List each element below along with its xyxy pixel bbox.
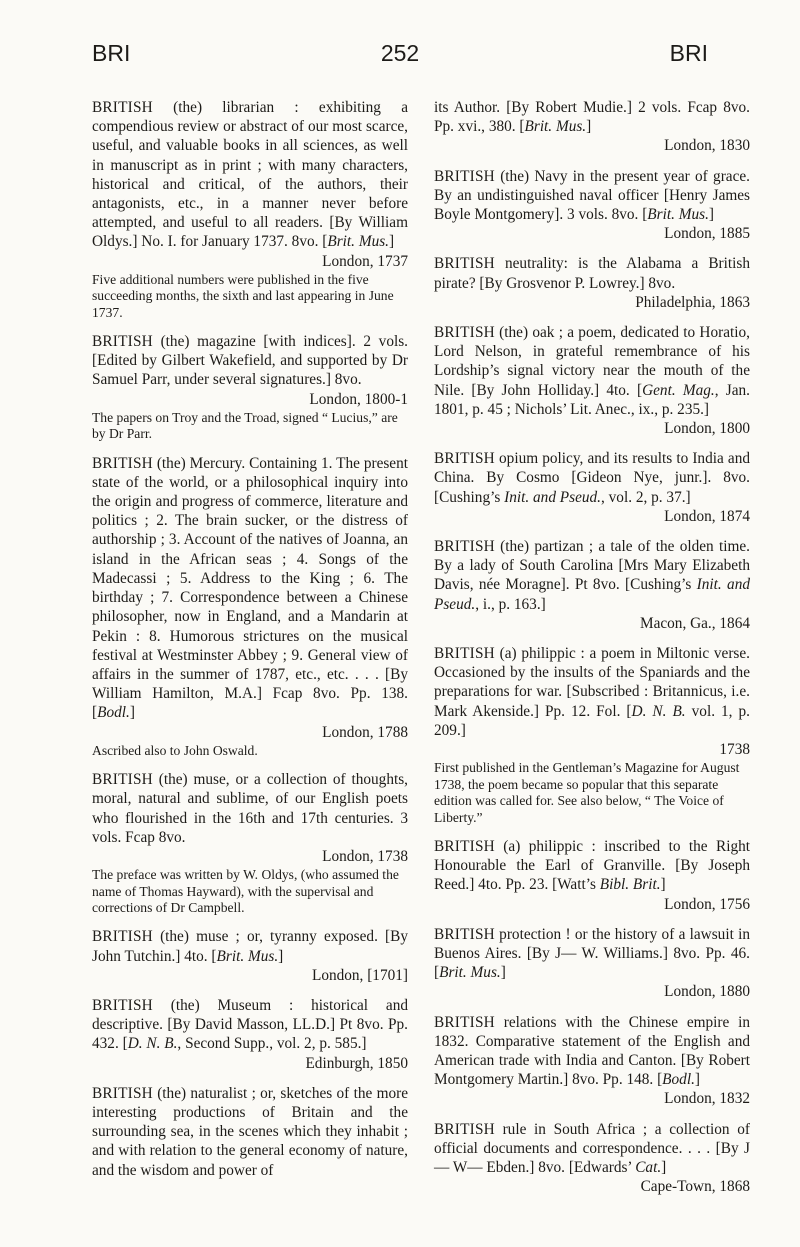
- entry-body: (the) muse, or a collection of thoughts, moral, natural and sublime, of our English poets who flourished in the 16th and 17th centuries. 3 vols. Fcap 8vo.: [92, 771, 408, 846]
- entry-text: [434, 254, 750, 312]
- entry-tail: ]: [129, 704, 135, 722]
- right-column: [434, 98, 750, 1207]
- entry-tail: , Jan. 1801, p. 45 ; Nichols’ Lit. Anec., ix., p. 235.]: [434, 381, 751, 418]
- entry-body: (the) Navy in the present year of grace. By an undistinguished naval officer [Henry James Boyle Montgomery]. 3 vols. 8vo. [: [434, 167, 750, 224]
- entry-source: D. N. B.: [127, 1035, 178, 1053]
- entry-tail: vol. 1, p. 209.]: [434, 702, 750, 739]
- entry-tail: , Second Supp., vol. 2, p. 585.]: [177, 1035, 367, 1053]
- entry-tail: ]: [694, 1071, 700, 1089]
- entry-text: [92, 927, 408, 985]
- entry-note: Ascribed also to John Oswald.: [92, 742, 258, 758]
- entry-body: neutrality: is the Alabama a British pirate? [By Grosvenor P. Lowrey.] 8vo.: [434, 255, 750, 292]
- entry-tail: , vol. 2, p. 37.]: [601, 488, 691, 506]
- entry-text: [434, 449, 750, 526]
- entry-source: Bodl.: [97, 704, 130, 722]
- entry-place-date: London, 1880: [664, 983, 750, 1001]
- entry-source: Brit. Mus.: [524, 118, 587, 136]
- bibliography-entry: [434, 167, 750, 244]
- header-right: BRI: [669, 40, 708, 66]
- entry-place-date: London, 1756: [664, 895, 750, 913]
- entry-source: Init. and Pseud.: [504, 488, 601, 506]
- bibliography-entry: [92, 332, 408, 443]
- bibliography-entry: [92, 927, 408, 985]
- entry-tail: ]: [661, 1158, 667, 1176]
- left-column: [92, 98, 408, 1191]
- page-number: 252: [380, 40, 420, 66]
- entry-text: [92, 770, 408, 866]
- entry-text: [434, 98, 750, 156]
- bibliography-entry: [92, 770, 408, 916]
- entry-source: Brit. Mus.: [327, 233, 389, 251]
- bibliography-entry: [434, 323, 750, 438]
- entry-body: (the) Museum : historical and descriptive. [By David Masson, LL.D.] Pt 8vo. Pp. 432. [: [92, 996, 408, 1053]
- entry-body: (a) philippic : inscribed to the Right Honourable the Earl of Granville. [By Joseph Reed.] 4to. Pp. 23. [Watt’s: [434, 837, 750, 894]
- entry-place-date: London, 1737: [322, 252, 408, 270]
- entry-heading: BRITISH: [92, 1084, 153, 1102]
- entry-text: [434, 167, 750, 244]
- bibliography-entry: [434, 837, 750, 914]
- entry-text: [92, 996, 408, 1073]
- entry-place-date: London, 1874: [664, 507, 750, 525]
- entry-text: [434, 925, 750, 1002]
- bibliography-entry: [434, 1013, 750, 1109]
- entry-place-date: London, 1830: [664, 137, 750, 155]
- entry-place-date: 1738: [719, 741, 750, 759]
- entry-tail: ]: [500, 964, 506, 982]
- entry-source: Brit. Mus.: [439, 964, 501, 982]
- entry-place-date: London, [1701]: [311, 966, 408, 984]
- entry-text: [434, 644, 750, 759]
- entry-heading: BRITISH: [434, 450, 495, 468]
- bibliography-entry: [92, 454, 408, 759]
- entry-body: (a) philippic : a poem in Miltonic verse. Occasioned by the insults of the Spaniards and the preparations for war. [Subscribed : Britannicus, i.e. Mark Akenside.] Pp. 12. Fol. [: [434, 645, 750, 720]
- entry-source: Brit. Mus.: [647, 206, 709, 224]
- entry-tail: ]: [278, 947, 284, 965]
- entry-body: (the) partizan ; a tale of the olden time. By a lady of South Carolina [Mrs Mary Elizabeth Davis, née Moragne]. Pt 8vo. [Cushing’s: [434, 538, 750, 594]
- bibliography-entry: [92, 98, 408, 321]
- entry-body: its Author. [By Robert Mudie.] 2 vols. Fcap 8vo. Pp. xvi., 380. [: [434, 99, 750, 136]
- entry-heading: BRITISH: [92, 996, 153, 1014]
- entry-body: rule in South Africa ; a collection of official documents and correspondence. . . . [By J— W— Ebden.] 8vo. [Edwards’: [434, 1120, 750, 1176]
- entry-text: [434, 1013, 750, 1109]
- entry-place-date: London, 1800: [664, 420, 750, 438]
- entry-body: opium policy, and its results to India and China. By Cosmo [Gideon Nye, junr.]. 8vo. [Cushing’s: [434, 450, 750, 506]
- entry-tail: , i., p. 163.]: [475, 595, 546, 613]
- entry-place-date: Edinburgh, 1850: [305, 1054, 408, 1072]
- entry-heading: BRITISH: [434, 1013, 495, 1031]
- entry-place-date: London, 1738: [322, 847, 408, 865]
- entry-place-date: Philadelphia, 1863: [635, 293, 750, 311]
- entry-note: Five additional numbers were published in the five succeeding months, the sixth and last appearing in June 1737.: [92, 271, 394, 320]
- entry-heading: BRITISH: [92, 333, 153, 351]
- entry-text: [434, 323, 750, 438]
- entry-body: (the) oak ; a poem, dedicated to Horatio, Lord Nelson, in grateful remembrance of his Lordship’s signal victory near the mouth of the Nile. [By John Holliday.] 4to. [: [434, 324, 750, 399]
- entry-text: [92, 98, 408, 271]
- entry-heading: BRITISH: [434, 255, 495, 273]
- entry-text: [92, 1084, 408, 1180]
- entry-body: protection ! or the history of a lawsuit in Buenos Aires. [By J— W. Williams.] 8vo. Pp. 46. [: [434, 925, 750, 982]
- entry-heading: BRITISH: [92, 928, 153, 946]
- entry-heading: BRITISH: [92, 771, 153, 789]
- entry-place-date: Cape-Town, 1868: [640, 1178, 750, 1196]
- entry-text: [92, 454, 408, 742]
- entry-place-date: Macon, Ga., 1864: [639, 614, 750, 632]
- entry-heading: BRITISH: [92, 99, 153, 116]
- entry-heading: BRITISH: [434, 538, 495, 556]
- entry-heading: BRITISH: [434, 167, 495, 185]
- entry-heading: BRITISH: [92, 454, 153, 472]
- entry-source: Brit. Mus.: [216, 947, 279, 965]
- entry-heading: BRITISH: [434, 837, 495, 855]
- entry-body: (the) Mercury. Containing 1. The present state of the world, or a philosophical inquiry into the origin and progress of commerce, literature and politics ; 2. The brain sucker, or the distress of authorship ; 3. Account of the natives of Joanna, an island in the African seas ; 4. Songs of the Madecassi ; 5. Address to the King ; 6. The birthday ; 7. Correspondence between a Chinese philosopher, now in England, and a Mandarin at Pekin : 8. Humorous strictures on the musical festival at Westminster Abbey ; 9. General view of affairs in the summer of 1787, etc., etc. . . . [By William Hamilton, M.A.] Fcap 8vo. Pp. 138. [: [92, 454, 408, 722]
- entry-source: D. N. B.: [631, 702, 686, 720]
- entry-text: [434, 837, 750, 914]
- entry-tail: ]: [660, 876, 666, 894]
- entry-body: (the) magazine [with indices]. 2 vols. [Edited by Gilbert Wakefield, and supported by Dr Samuel Parr, under several signatures.] 8vo.: [92, 333, 408, 389]
- bibliography-entry: [434, 98, 750, 156]
- entry-body: (the) muse ; or, tyranny exposed. [By John Tutchin.] 4to. [: [92, 928, 408, 965]
- bibliography-entry: [434, 1120, 750, 1197]
- entry-text: [434, 537, 750, 633]
- entry-place-date: London, 1788: [322, 723, 408, 741]
- entry-tail: ]: [586, 118, 592, 136]
- entry-note: The preface was written by W. Oldys, (who assumed the name of Thomas Hayward), with the supervisal and corrections of Dr Campbell.: [92, 867, 399, 915]
- bibliography-entry: [434, 537, 750, 633]
- entry-body: relations with the Chinese empire in 1832. Comparative statement of the English and American trade with India and Canton. [By Robert Montgomery Martin.] 8vo. Pp. 148. [: [434, 1013, 750, 1089]
- bibliography-entry: [92, 1084, 408, 1180]
- bibliography-entry: [434, 254, 750, 312]
- entry-source: Bibl. Brit.: [599, 876, 661, 894]
- entry-heading: BRITISH: [434, 645, 495, 663]
- entry-body: (the) naturalist ; or, sketches of the more interesting productions of Britain and the surrounding sea, in the scenes which they inhabit ; and with relation to the general economy of nature, and the wisdom and power of: [92, 1084, 408, 1179]
- entry-source: Gent. Mag.: [642, 381, 715, 399]
- entry-place-date: London, 1832: [664, 1090, 750, 1108]
- bibliography-entry: [434, 449, 750, 526]
- entry-heading: BRITISH: [434, 925, 495, 943]
- entry-text: [92, 332, 408, 409]
- entry-source: Cat.: [635, 1158, 662, 1176]
- header-left: BRI: [92, 40, 131, 66]
- bibliography-entry: [92, 996, 408, 1073]
- entry-note: First published in the Gentleman’s Magazine for August 1738, the poem became so popular that this separate edition was called for. See also below, “ The Voice of Liberty.”: [434, 760, 740, 825]
- entry-place-date: London, 1800-1: [309, 390, 408, 408]
- entry-heading: BRITISH: [434, 324, 495, 342]
- entry-note: The papers on Troy and the Troad, signed “ Lucius,” are by Dr Parr.: [92, 409, 398, 442]
- bibliography-entry: [434, 644, 750, 826]
- entry-text: [434, 1120, 750, 1197]
- entry-source: Bodl.: [662, 1071, 695, 1089]
- entry-place-date: London, 1885: [664, 225, 750, 243]
- entry-body: (the) librarian : exhibiting a compendious review or abstract of our most scarce, useful, and valuable books in all sciences, as well in manuscript as in print ; with many characters, historical and critical, of the authors, their antagonists, etc., in a manner never before attempted, and useful to all readers. [By William Oldys.] No. I. for January 1737. 8vo. [: [92, 99, 408, 251]
- entry-source: Init. and Pseud.: [434, 576, 750, 613]
- running-header: [0, 40, 800, 70]
- bibliography-entry: [434, 925, 750, 1002]
- entry-tail: ]: [389, 233, 395, 251]
- entry-tail: ]: [708, 206, 715, 224]
- entry-heading: BRITISH: [434, 1120, 495, 1138]
